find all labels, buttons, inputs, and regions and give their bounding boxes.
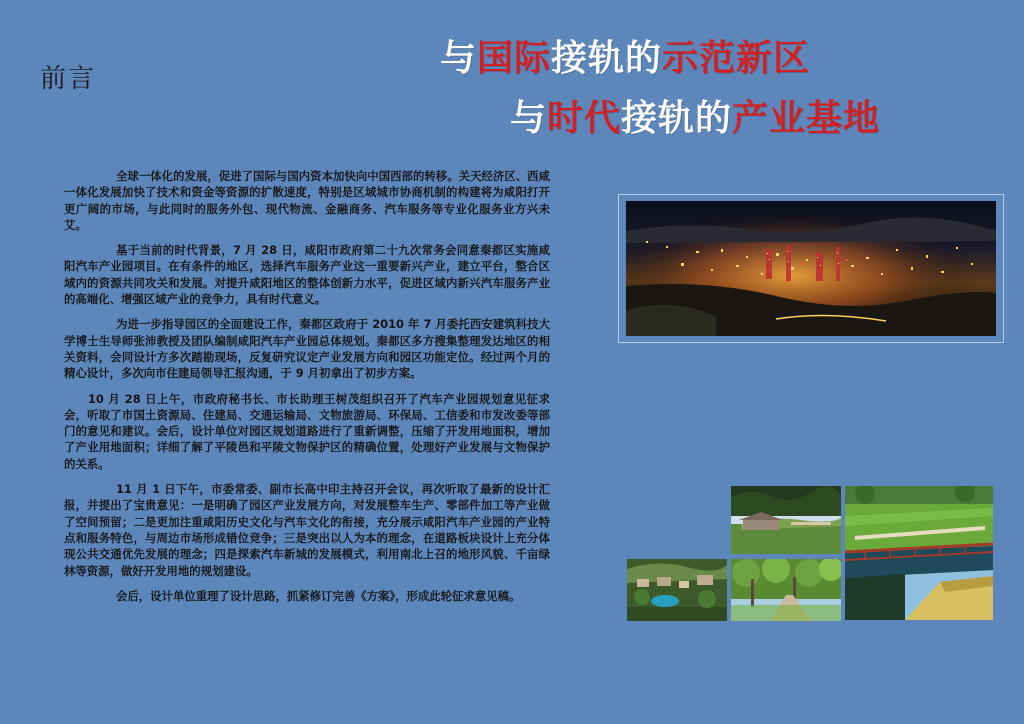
preface-body bbox=[64, 168, 550, 613]
headline-1-part-b: 国际 bbox=[477, 38, 552, 79]
headline-2-part-d: 产业基地 bbox=[732, 98, 881, 139]
headline-2-part-a: 与 bbox=[510, 98, 548, 139]
city-night-photo-frame bbox=[618, 194, 1004, 343]
headline-2-part-c: 接轨的 bbox=[621, 98, 733, 139]
headline-2 bbox=[510, 90, 880, 141]
headline-1-part-d: 示范新区 bbox=[662, 38, 811, 79]
paragraph-1: 全球一体化的发展，促进了国际与国内资本加快向中国西部的转移。关天经济区、西咸一体化发展加快了技术和资金等资源的扩散速度，特别是区域城市协商机制的构建将为咸阳打开更广阔的市场，与此同时的服务外包、现代物流、金融商务、汽车服务等专业化服务业方兴未艾。 bbox=[64, 169, 550, 232]
village-aerial-photo bbox=[627, 559, 727, 621]
headline-2-part-b: 时代 bbox=[547, 98, 622, 139]
headline-1 bbox=[440, 30, 810, 81]
city-night-photo bbox=[626, 201, 996, 336]
headline-1-part-c: 接轨的 bbox=[551, 38, 663, 79]
paragraph-4: 10 月 28 日上午，市政府秘书长、市长助理王树茂组织召开了汽车产业园规划意见征求会，听取了市国土资源局、住建局、交通运输局、文物旅游局、环保局、工信委和市发改委等部门的意见和建议。会后，设计单位对园区规划道路进行了重新调整，压缩了开发用地面积，增加了产业用地面积；详细了解了平陵邑和平陵文物保护区的精确位置，处理好产业发展与文物保护的关系。 bbox=[64, 391, 550, 471]
paragraph-6: 会后，设计单位重理了设计思路，抓紧修订完善《方案》，形成此轮征求意见稿。 bbox=[116, 588, 521, 603]
paragraph-2: 基于当前的时代背景，7 月 28 日，咸阳市政府第二十九次常务会同意秦都区实施咸阳汽车产业园项目。在有条件的地区，选择汽车服务产业这一重要新兴产业，建立平台，整合区域内的资源共同攻关和发展。对提升咸阳地区的整体创新力水平，促进区域内新兴汽车服务产业的高端化、增强区域产业的竞争力，具有时代意义。 bbox=[64, 243, 550, 307]
tree-lined-path-photo bbox=[731, 559, 841, 621]
paragraph-3: 为进一步指导园区的全面建设工作，秦都区政府于 2010 年 7 月委托西安建筑科技大学博士生导师张沛教授及团队编制咸阳汽车产业园总体规划。秦都区多方搜集整理发达地区的相关资料，会同设计方多次踏勘现场，反复研究议定产业发展方向和园区功能定位。经过两个月的精心设计，多次向市住建局领导汇报沟通，于 9 月初拿出了初步方案。 bbox=[64, 317, 550, 381]
section-label: 前言 bbox=[40, 64, 97, 94]
headline-1-part-a: 与 bbox=[440, 38, 478, 79]
paragraph-5: 11 月 1 日下午，市委常委、副市长高中印主持召开会议，再次听取了最新的设计汇报，并提出了宝贵意见：一是明确了园区产业发展方向，对发展整车生产、零部件加工等产业做了空间预留；二是更加注重咸阳历史文化与汽车文化的衔接，充分展示咸阳汽车产业园的产业特点和服务特色，与周边市场形成错位竞争；三是突出以人为本的理念，在道路板块设计上充分体现公共交通优先发展的理念；四是探索汽车新城的发展模式，利用南北上召的地形风貌、千亩绿林等资源，做好开发用地的规划建设。 bbox=[64, 482, 550, 578]
park-pavilion-photo bbox=[731, 486, 841, 554]
bridge-lawn-photo bbox=[845, 486, 993, 620]
